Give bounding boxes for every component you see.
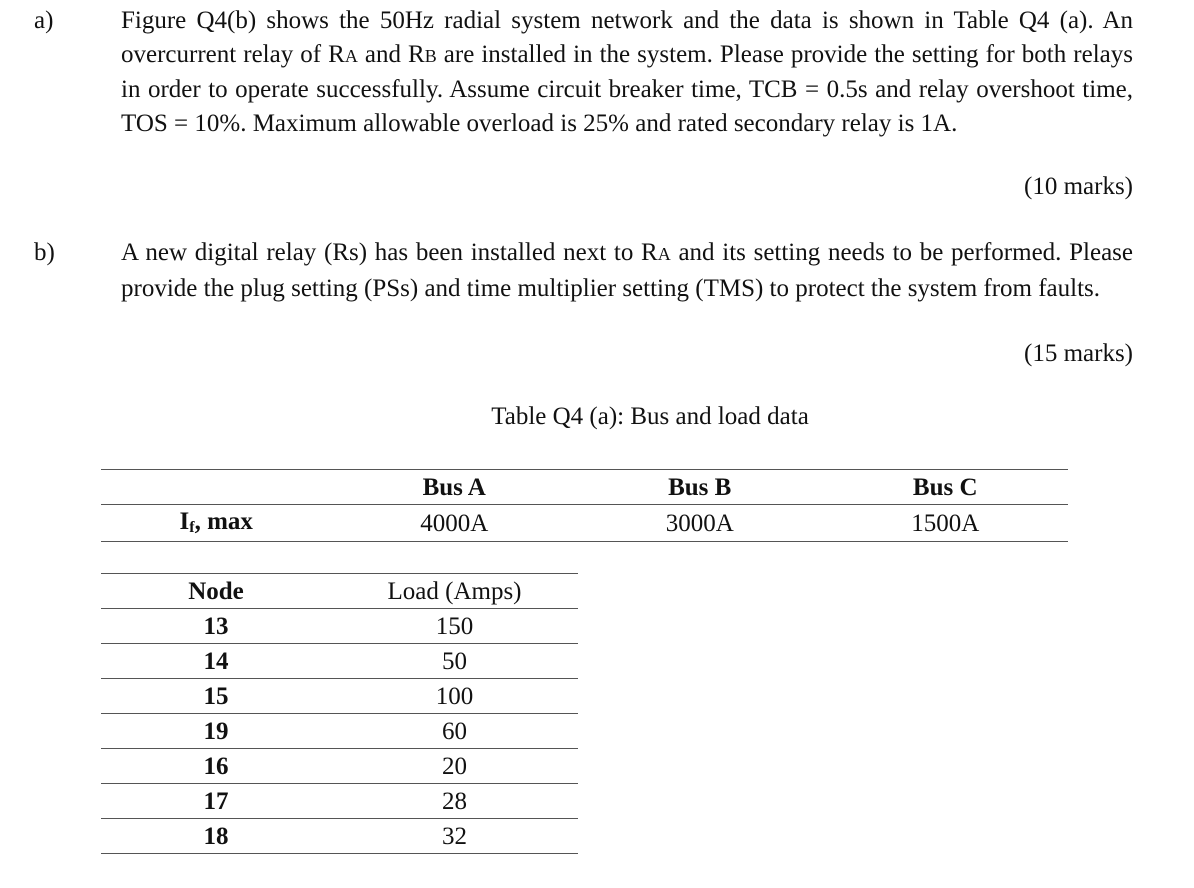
node-cell: 17	[101, 784, 331, 819]
table-row	[101, 749, 578, 784]
fault-current-label: $I_f$, max	[101, 505, 331, 542]
table-row	[101, 714, 578, 749]
part-a-text-3: are installed in the system. Please provide the setting for both relays in order to operate successfully. Assume circuit breaker time, TCB = 0.5s and relay overshoot time, TOS = 10%. Maximum allowable overload is 25% and rated secondary relay is 1A.	[121, 40, 1133, 137]
node-cell: 19	[101, 714, 331, 749]
part-a-text	[121, 4, 1133, 140]
load-header-row	[101, 574, 578, 609]
part-a-marks: (10 marks)	[1024, 173, 1133, 200]
fault-current-bus-a: 4000A	[331, 505, 577, 542]
bus-header-row	[101, 470, 1068, 505]
part-b-text-2: and its setting needs to be performed. Please provide the plug setting (PSs) and time multiplier setting (TMS) to protect the system from faults.	[121, 239, 1134, 302]
bus-fault-table	[101, 469, 1068, 542]
node-cell: 13	[101, 609, 331, 644]
node-cell: 15	[101, 679, 331, 714]
part-a-text-2: and R	[357, 40, 425, 68]
ra-subscript: A	[344, 45, 358, 66]
bus-header-empty	[101, 470, 331, 505]
fault-current-row	[101, 505, 1068, 542]
table-row	[101, 644, 578, 679]
load-cell: 150	[331, 609, 578, 644]
table-row	[101, 819, 578, 854]
load-cell: 20	[331, 749, 578, 784]
bus-header-a: Bus A	[331, 470, 577, 505]
load-cell: 100	[331, 679, 578, 714]
table-caption-text: Table Q4 (a): Bus and load data	[491, 403, 809, 430]
node-cell: 16	[101, 749, 331, 784]
rb-subscript: B	[424, 45, 437, 66]
load-cell: 28	[331, 784, 578, 819]
part-a-text-1: Figure Q4(b) shows the 50Hz radial system network and the data is shown in Table Q4 (a). An overcurrent relay of R	[121, 7, 1133, 68]
table-caption	[0, 400, 1194, 434]
fault-current-bus-c: 1500A	[822, 505, 1068, 542]
part-b-text-1: A new digital relay (Rs) has been installed next to R	[121, 239, 658, 266]
table-row	[101, 784, 578, 819]
part-b-label: b)	[34, 239, 55, 266]
node-cell: 18	[101, 819, 331, 854]
node-load-table	[101, 573, 578, 854]
part-a-label: a)	[34, 7, 54, 34]
bus-header-c: Bus C	[822, 470, 1068, 505]
table-row	[101, 609, 578, 644]
table-row	[101, 679, 578, 714]
load-header-node: Node	[101, 574, 331, 609]
part-b-marks: (15 marks)	[1024, 340, 1133, 367]
load-header-load: Load (Amps)	[331, 574, 578, 609]
ra-subscript-b: A	[657, 244, 671, 264]
node-cell: 14	[101, 644, 331, 679]
load-cell: 60	[331, 714, 578, 749]
load-cell: 50	[331, 644, 578, 679]
fault-current-bus-b: 3000A	[577, 505, 823, 542]
bus-header-b: Bus B	[577, 470, 823, 505]
load-cell: 32	[331, 819, 578, 854]
part-b-text	[121, 236, 1133, 305]
